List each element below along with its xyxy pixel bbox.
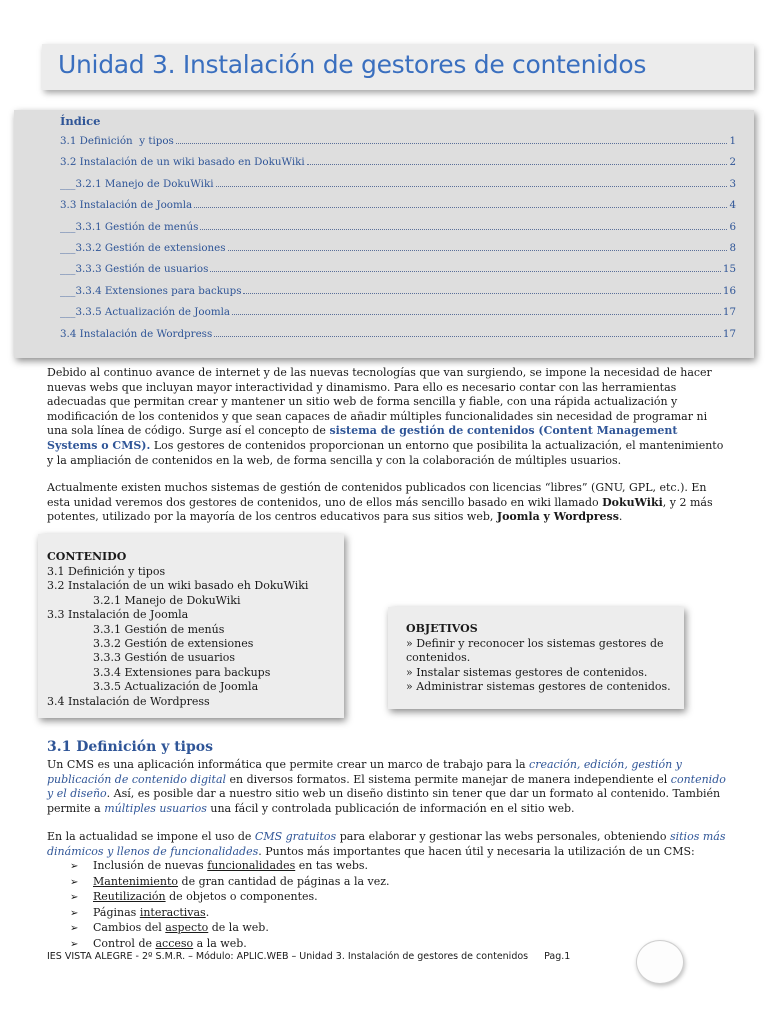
content-item: 3.1 Definición y tipos <box>47 565 166 578</box>
bullet-text: Cambios del <box>93 921 166 934</box>
toc-entry-label: ___3.2.1 Manejo de DokuWiki <box>60 177 214 190</box>
toc-entry-label: 3.2 Instalación de un wiki basado en DokuWiki <box>60 156 305 169</box>
toc-entry-page: 17 <box>722 327 736 340</box>
toc-leader <box>214 329 721 337</box>
content-summary-box <box>38 534 344 718</box>
arrow-bullet-icon: ➢ <box>70 892 79 903</box>
bullet-underlined: aspecto <box>165 921 209 934</box>
list-item <box>70 875 570 891</box>
toc-entry[interactable] <box>60 306 736 327</box>
definition-link[interactable]: contenido y el diseño <box>47 772 726 801</box>
toc-entry-label: ___3.3.2 Gestión de extensiones <box>60 241 226 254</box>
arrow-bullet-icon: ➢ <box>70 923 79 934</box>
cms-benefits-list <box>70 859 570 952</box>
objectives-box <box>388 607 684 709</box>
usage-link[interactable]: CMS gratuitos <box>254 830 337 843</box>
toc-entry-label: 3.1 Definición y tipos <box>60 135 174 147</box>
list-item <box>70 859 570 875</box>
bullet-underlined: acceso <box>155 936 194 950</box>
page-number: Pag.1 <box>544 951 571 962</box>
bullet-underlined: Reutilización <box>93 890 166 903</box>
usage-text: . Puntos más importantes que hacen útil y necesaria la utilización de un CMS: <box>258 844 695 858</box>
toc-list <box>60 135 736 349</box>
toc-entry-page: 4 <box>729 199 736 212</box>
content-item: 3.3.4 Extensiones para backups <box>93 665 271 679</box>
bullet-text: de la web. <box>208 921 269 934</box>
content-list <box>47 565 337 709</box>
toc-entry[interactable] <box>60 178 736 199</box>
bullet-text: Control de <box>93 936 156 950</box>
toc-entry[interactable] <box>60 328 736 349</box>
toc-entry-page: 3 <box>729 177 736 190</box>
list-item <box>70 906 570 922</box>
page-footer <box>47 951 570 962</box>
bullet-underlined: Mantenimiento <box>93 874 179 888</box>
toc-entry-page: 6 <box>729 220 736 233</box>
toc-leader <box>216 179 728 187</box>
definition-text: Un CMS es una aplicación informática que permite crear un marco de trabajo para la <box>47 758 530 771</box>
objectives-list <box>406 637 678 695</box>
content-heading: CONTENIDO <box>47 550 127 563</box>
toc-entry-page: 17 <box>722 306 736 319</box>
content-item: 3.4 Instalación de Wordpress <box>47 694 210 708</box>
toc-leader <box>307 157 728 165</box>
licenses-text: . <box>618 510 623 524</box>
toc-heading: Índice <box>60 114 101 128</box>
toc-entry[interactable] <box>60 156 736 177</box>
content-item: 3.3.3 Gestión de usuarios <box>93 651 236 665</box>
toc-leader <box>228 243 728 251</box>
content-item: 3.2 Instalación de un wiki basado eh DokuWiki <box>47 579 309 593</box>
joomla-wordpress-keyword: Joomla y Wordpress <box>496 510 619 524</box>
bullet-text: de gran cantidad de páginas a la vez. <box>178 874 390 888</box>
intro-paragraph <box>47 366 727 468</box>
arrow-bullet-icon: ➢ <box>70 938 79 950</box>
content-item: 3.3 Instalación de Joomla <box>47 608 189 622</box>
toc-entry[interactable] <box>60 263 736 284</box>
toc-leader <box>176 136 728 144</box>
list-item <box>70 890 570 906</box>
content-item: 3.2.1 Manejo de DokuWiki <box>93 593 241 607</box>
bullet-text: Páginas <box>93 905 140 919</box>
toc-entry[interactable] <box>60 285 736 306</box>
cms-keyword: sistema de gestión de contenidos (Content Management Systems o CMS). <box>47 424 678 452</box>
toc-entry-page: 16 <box>722 284 736 297</box>
usage-text: para elaborar y gestionar las webs personales, obteniendo <box>336 830 670 843</box>
arrow-bullet-icon: ➢ <box>70 876 79 888</box>
content-item: 3.3.1 Gestión de menús <box>93 622 225 636</box>
usage-paragraph <box>47 830 727 859</box>
arrow-bullet-icon: ➢ <box>70 907 79 919</box>
bullet-text: . <box>205 905 210 919</box>
toc-entry-page: 2 <box>729 156 736 169</box>
bullet-underlined: funcionalidades <box>207 859 296 872</box>
toc-entry[interactable] <box>60 221 736 242</box>
table-of-contents <box>14 110 754 358</box>
intro-text: Los gestores de contenidos proporcionan un entorno que posibilita la actualización, el mantenimiento y la ampliación de contenidos en la web, de forma sencilla y con la colaboración de múltiples usuarios. <box>47 438 724 467</box>
toc-leader <box>200 222 727 230</box>
licenses-paragraph <box>47 481 727 525</box>
content-item: 3.3.2 Gestión de extensiones <box>93 637 254 651</box>
definition-text: una fácil y controlada publicación de información en el sitio web. <box>206 801 575 815</box>
dokuwiki-keyword: DokuWiki <box>602 495 663 509</box>
toc-entry-label: ___3.3.3 Gestión de usuarios <box>60 263 209 276</box>
footer-text: IES VISTA ALEGRE - 2º S.M.R. – Módulo: APLIC.WEB – Unidad 3. Instalación de gestores de contenidos <box>47 951 529 962</box>
bullet-text: de objetos o componentes. <box>165 890 318 903</box>
definition-paragraph <box>47 758 727 816</box>
licenses-text: Actualmente existen muchos sistemas de gestión de contenidos publicados con licencias “libres” (GNU, GPL, etc.). En esta unidad veremos dos gestores de contenidos, uno de ellos más sencillo basado en wiki llamado <box>47 481 707 509</box>
usage-link[interactable]: sitios más dinámicos y llenos de funcionalidades <box>47 830 726 858</box>
page-corner-circle <box>636 940 684 984</box>
definition-text: . Así, es posible dar a nuestro sitio web un diseño distinto sin tener que dar un formato al contenido. También permite a <box>47 787 721 815</box>
toc-leader <box>232 307 721 315</box>
page-title: Unidad 3. Instalación de gestores de contenidos <box>58 50 647 79</box>
licenses-text: , y 2 más potentes, utilizado por la mayoría de los centros educativos para sus sitios web, <box>47 495 713 524</box>
intro-text: Debido al continuo avance de internet y de las nuevas tecnologías que van surgiendo, se impone la necesidad de hacer nuevas webs que incluyan mayor interactividad y dinamismo. Para ello es necesario contar con las herramientas adecuadas que permitan crear y mantener un sitio web de forma sencilla y fiable, con una rápida actualización y modificación de los contenidos y que sean capaces de añadir múltiples funcionalidades sin necesidad de programar ni una sola línea de código. Surge así el concepto de <box>47 366 712 438</box>
bullet-underlined: interactivas <box>139 905 206 919</box>
definition-link[interactable]: creación, edición, gestión y publicación de contenido digital <box>47 758 682 786</box>
definition-text: en diversos formatos. El sistema permite manejar de manera independiente el <box>226 772 671 786</box>
list-item <box>70 937 570 953</box>
definition-link[interactable]: múltiples usuarios <box>104 801 207 815</box>
objective-item: » Definir y reconocer los sistemas gestores de contenidos. <box>406 637 664 665</box>
list-item <box>70 921 570 937</box>
bullet-text: Inclusión de nuevas <box>93 859 208 872</box>
arrow-bullet-icon: ➢ <box>70 861 79 872</box>
toc-entry[interactable] <box>60 199 736 220</box>
toc-entry-page: 1 <box>729 135 736 147</box>
toc-entry-page: 15 <box>722 263 736 276</box>
content-item: 3.3.5 Actualización de Joomla <box>93 680 259 694</box>
bullet-text: a la web. <box>193 936 247 950</box>
toc-entry[interactable] <box>60 242 736 263</box>
toc-entry-label: ___3.3.4 Extensiones para backups <box>60 284 242 297</box>
toc-leader <box>243 286 720 294</box>
section-heading: 3.1 Definición y tipos <box>47 739 213 755</box>
toc-leader <box>210 264 720 272</box>
usage-text: En la actualidad se impone el uso de <box>47 830 255 843</box>
toc-entry-label: ___3.3.1 Gestión de menús <box>60 220 199 233</box>
objective-item: » Administrar sistemas gestores de contenidos. <box>406 680 671 694</box>
toc-leader <box>194 200 727 208</box>
objective-item: » Instalar sistemas gestores de contenidos. <box>406 665 648 679</box>
bullet-text: en tas webs. <box>295 859 369 872</box>
toc-entry-label: ___3.3.5 Actualización de Joomla <box>60 306 231 319</box>
toc-entry-page: 8 <box>729 241 736 254</box>
toc-entry-label: 3.3 Instalación de Joomla <box>60 199 193 212</box>
toc-entry[interactable] <box>60 135 736 156</box>
objectives-heading: OBJETIVOS <box>406 622 478 635</box>
toc-entry-label: 3.4 Instalación de Wordpress <box>60 327 213 340</box>
title-banner <box>42 44 754 90</box>
